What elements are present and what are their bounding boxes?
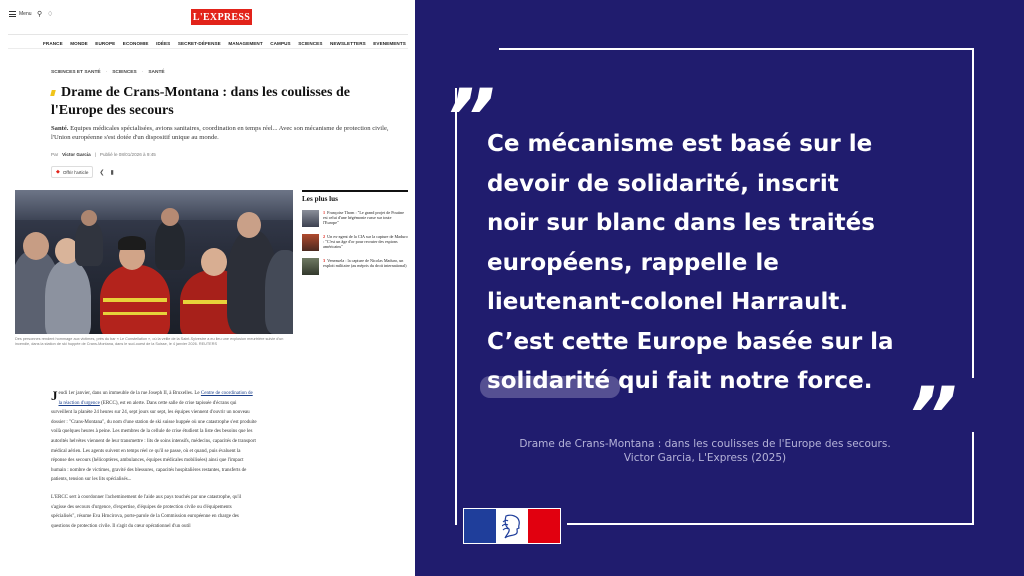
nav-item[interactable]: CAMPUS <box>270 41 291 46</box>
body-text: eudi 1er janvier, dans un immeuble de la rue Joseph II, à Bruxelles. Le <box>58 391 201 396</box>
publish-date: Publié le 08/01/2026 à 9:45 <box>99 152 156 157</box>
marianne-logo <box>463 508 561 544</box>
quote-line <box>487 362 927 402</box>
ercc-link[interactable]: Centre de coordination de la réaction d'urgence <box>58 391 253 406</box>
most-read-number: 1 <box>323 210 326 215</box>
flag-blue-band <box>464 509 496 543</box>
nav-item[interactable]: ECONOMIE <box>122 41 149 46</box>
flag-red-band <box>528 509 560 543</box>
source-author: Victor Garcia, L'Express (2025) <box>623 452 787 464</box>
body-paragraph <box>51 389 257 485</box>
highlighted-word: solidarité <box>487 368 611 394</box>
close-quote-mark: ” <box>907 372 958 462</box>
breadcrumb-item[interactable]: SCIENCES ET SANTÉ <box>51 70 101 75</box>
body-text: (ERCC), est en alerte. Dans cette salle de crise tapissée d'écrans qui surveillent la planète 24 heures sur 24, sept jours sur sept, les équipes viennent d'ouvrir un nouveau dossier : "Crans-Montana", du nom d'une station de ski suisse huppée où une catastrophe s'est produite voilà quelques heures à peine. Les membres de la cellule de crise étudient la liste des besoins que les autorités helvètes viennent de leur transmettre : lits de soins intensifs, médecins, capacités de transport médical aérien. Les agents suivent en temps réel ce qu'il se passe, où et quand, puis évaluent la réponse des secours (hélicoptères, ambulances, équipes médicales mobilisées) ainsi que l'impact humain : nombre de victimes, gravité des blessures, capacités hospitalières restantes, transferts de patients, tension sur les lits spécialisés... <box>51 400 257 483</box>
photo-figure <box>81 210 97 226</box>
nav-item[interactable]: MANAGEMENT <box>228 41 263 46</box>
nav-item[interactable]: SECRET-DÉFENSE <box>177 41 221 46</box>
nav-item[interactable]: SCIENCES <box>298 41 323 46</box>
reflective-stripe <box>103 298 167 302</box>
body-paragraph: L'ERCC sert à coordonner l'acheminement de l'aide aux pays touchés par une catastrophe, qu'il s'agisse des secours d'urgence, d'expertise, d'équipes de protection civile ou d'équipements spécialisés", résume Eva Hrncirova, porte-parole de la Commission européenne en charge des questions de protection civile. Il s'agit du cœur opérationnel d'un outil <box>51 494 242 529</box>
divider <box>8 48 408 49</box>
quote-line: C’est cette Europe basée sur la <box>487 328 894 355</box>
most-read-headline: Françoise Thom : "Le grand projet de Poutine est celui d'une hégémonie russe sur toute l'Europe" <box>323 210 405 226</box>
article-tools <box>51 166 114 178</box>
most-read-title: Les plus lus <box>302 195 338 203</box>
author-link[interactable]: Victor Garcia <box>62 152 91 157</box>
breadcrumb <box>51 70 165 75</box>
article-headline: Drame de Crans-Montana : dans les coulisses de l'Europe des secours <box>51 85 350 118</box>
flag-white-band <box>496 509 529 543</box>
photo-figure <box>23 232 49 260</box>
most-read-number: 2 <box>323 234 326 239</box>
search-icon[interactable]: ⚲ <box>37 11 43 18</box>
divider <box>302 190 408 192</box>
photo-caption: Des personnes rendent hommage aux victimes, près du bar « Le Constellation », où la veille de la Saint-Sylvestre a eu lieu une explosion meurtrière suivie d'un incendie, dans la station de ski huppée de Crans-Montana, dans le sud-ouest de la Suisse, le 4 janvier 2026. REUTERS <box>15 337 284 346</box>
photo-figure <box>75 220 103 266</box>
most-read-thumbnail <box>302 234 319 251</box>
menu-button[interactable] <box>9 11 32 17</box>
breadcrumb-separator: · <box>105 70 108 75</box>
quote-text <box>487 125 927 402</box>
quote-line: lieutenant-colonel Harrault. <box>487 289 849 315</box>
nav-item[interactable]: NEWSLETTERS <box>329 41 366 46</box>
site-logo[interactable]: L'EXPRESS <box>191 9 252 25</box>
bookmark-icon[interactable]: ▮ <box>110 169 114 176</box>
quote-line-rest: qui fait notre force. <box>610 368 873 394</box>
photo-figure <box>237 212 261 238</box>
nav-item[interactable]: EVENEMENTS <box>373 41 406 46</box>
nav-item[interactable]: IDÉES <box>156 41 171 46</box>
byline-prefix: Par <box>51 152 59 157</box>
most-read-thumbnail <box>302 258 319 275</box>
article-photo <box>15 190 293 334</box>
quote-line: européens, rappelle le <box>487 249 779 276</box>
photo-figure <box>265 250 293 334</box>
nav-item[interactable]: MONDE <box>70 41 88 46</box>
gift-icon: ◆ <box>56 169 60 175</box>
most-read-number: 3 <box>323 258 326 263</box>
quote-card <box>415 0 1024 576</box>
most-read-sidebar <box>302 190 408 275</box>
most-read-headline: Venezuela : la capture de Nicolas Maduro, un exploit militaire (au mépris du droit international) <box>323 258 407 269</box>
main-nav <box>8 34 408 46</box>
marianne-icon <box>502 514 524 540</box>
quote-source <box>475 437 935 465</box>
quote-line: devoir de solidarité, inscrit <box>487 170 839 197</box>
most-read-headline: Un ex-agent de la CIA sur la capture de Maduro : "C'est un âge d'or pour recruter des espions américains" <box>323 234 408 250</box>
most-read-item[interactable] <box>302 234 408 251</box>
article-body <box>51 389 257 539</box>
nav-item[interactable]: FRANCE <box>43 41 63 46</box>
reflective-stripe <box>103 312 167 315</box>
standfirst-text: Equipes médicales spécialisées, avions sanitaires, coordination en temps réel... Avec son mécanisme de protection civile, l'Union européenne s'est dotée d'un dispositif unique au monde. <box>51 125 389 141</box>
photo-figure <box>155 220 185 270</box>
menu-label: Menu <box>19 11 32 17</box>
most-read-text <box>323 234 408 251</box>
site-header <box>0 0 415 30</box>
gift-article-button[interactable] <box>51 166 93 178</box>
most-read-thumbnail <box>302 210 319 227</box>
photo-figure <box>118 236 146 250</box>
breadcrumb-item[interactable]: SCIENCES <box>112 70 137 75</box>
source-title: Drame de Crans-Montana : dans les coulisses de l'Europe des secours. <box>519 438 891 450</box>
photo-figure <box>45 260 91 334</box>
photo-figure <box>201 248 227 276</box>
gift-article-label: Offrir l'article <box>62 169 89 175</box>
byline-separator: | <box>94 152 96 157</box>
open-quote-mark: ” <box>445 74 496 164</box>
most-read-item[interactable] <box>302 210 408 227</box>
hamburger-icon <box>9 11 16 17</box>
standfirst-lead: Santé. <box>51 125 69 132</box>
quote-line: Ce mécanisme est basé sur le <box>487 131 873 157</box>
byline <box>51 152 156 157</box>
nav-item[interactable]: EUROPE <box>95 41 116 46</box>
bell-icon[interactable]: ♢ <box>47 11 54 18</box>
photo-figure <box>161 208 179 226</box>
most-read-text <box>323 258 408 275</box>
breadcrumb-separator: · <box>141 70 144 75</box>
share-icon[interactable]: ❮ <box>99 169 105 176</box>
breadcrumb-item[interactable]: SANTÉ <box>148 70 165 75</box>
most-read-text <box>323 210 408 227</box>
quote-line: noir sur blanc dans les traités <box>487 210 875 236</box>
article-screenshot <box>0 0 415 576</box>
drop-cap: J <box>51 388 58 403</box>
most-read-item[interactable] <box>302 258 408 275</box>
article-standfirst <box>51 124 391 142</box>
